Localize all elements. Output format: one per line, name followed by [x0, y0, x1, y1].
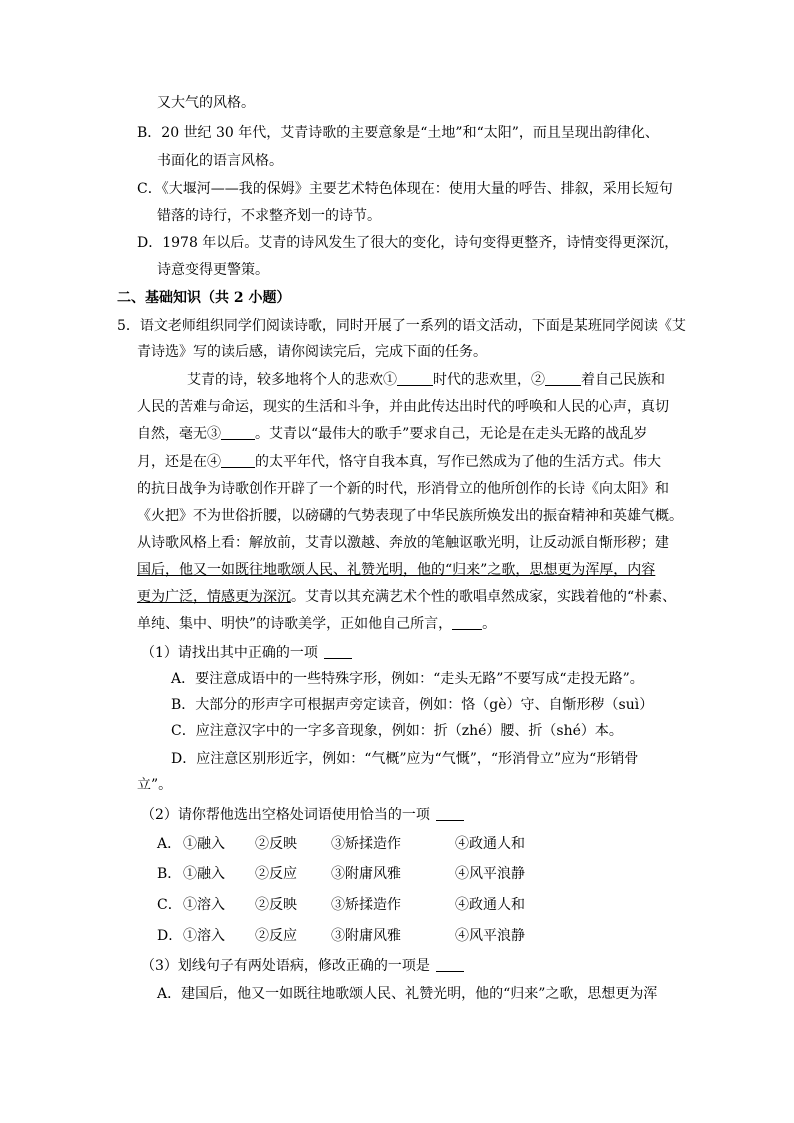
blank-5[interactable]	[452, 615, 482, 630]
q4-option-c-line2: 错落的诗行，不求整齐划一的诗节。	[157, 208, 381, 224]
option-word-2: ②反应	[255, 866, 297, 882]
blank-1[interactable]	[397, 371, 433, 386]
passage-line4	[137, 452, 661, 472]
passage-line3	[137, 424, 647, 444]
option-label: A．	[157, 836, 182, 852]
passage-text: 时代的悲欢里，②	[433, 372, 545, 388]
sub1-option-d-line1: D．应注意区别形近字，例如：“气概”应为“气慨”，“形消骨立”应为“形销骨	[171, 751, 639, 767]
section-title: 二、基础知识（共 2 小题）	[117, 290, 291, 306]
option-word-1: ①溶入	[183, 897, 225, 913]
passage-line5: 的抗日战争为诗歌创作开辟了一个新的时代，形消骨立的他所创作的长诗《向太阳》和	[137, 481, 669, 497]
answer-blank[interactable]	[436, 806, 464, 821]
passage-line1	[187, 370, 665, 390]
passage-text: 。艾青以“最伟大的歌手”要求自己，无论是在走头无路的战乱岁	[255, 426, 648, 442]
sub1-stem	[141, 643, 352, 663]
underlined-sentence-end: 更为广泛，情感更为深沉	[137, 589, 291, 605]
blank-4[interactable]	[221, 453, 255, 468]
option-word-3: ③矫揉造作	[331, 836, 401, 852]
sub2-stem	[141, 805, 464, 825]
sub1-option-b: B．大部分的形声字可根据声旁定读音，例如：恪（gè）守、自惭形秽（suì）	[171, 697, 654, 713]
answer-blank[interactable]	[324, 644, 352, 659]
sub3-option-a-line1: A．建国后，他又一如既往地歌颂人民、礼赞光明，他的“归来”之歌，思想更为浑	[157, 986, 658, 1002]
option-word-4: ④政通人和	[455, 836, 525, 852]
option-word-1: ①融入	[183, 836, 225, 852]
passage-text: 。	[482, 616, 497, 632]
sub3-stem	[141, 956, 464, 976]
option-label: D．	[157, 928, 183, 944]
passage-text: 着自己民族和	[581, 372, 665, 388]
q4-tail-line: 又大气的风格。	[157, 95, 255, 111]
sub3-stem-text: （3）划线句子有两处语病，修改正确的一项是	[141, 958, 430, 974]
passage-line6: 《火把》不为世俗折腰，以磅礴的气势表现了中华民族所焕发出的振奋精神和英雄气概。	[137, 508, 683, 524]
sub2-stem-text: （2）请你帮他选出空格处词语使用恰当的一项	[141, 807, 430, 823]
sub1-option-a: A．要注意成语中的一些特殊字形，例如：“走头无路”不要写成“走投无路”。	[171, 671, 644, 687]
option-word-4: ④风平浪静	[455, 866, 525, 882]
passage-text: 。艾青以其充满艺术个性的歌唱卓然成家，实践着他的“朴素、	[291, 589, 677, 605]
option-word-2: ②反应	[255, 928, 297, 944]
option-word-1: ①溶入	[183, 928, 225, 944]
sub1-option-c: C．应注意汉字中的一字多音现象，例如：折（zhé）腰、折（shé）本。	[171, 723, 623, 739]
q4-option-b-line2: 书面化的语言风格。	[157, 153, 283, 169]
option-word-2: ②反映	[255, 897, 297, 913]
q5-intro-line2: 青诗选》写的读后感，请你阅读完后，完成下面的任务。	[137, 344, 487, 360]
q4-option-c-line1: C．《大堰河——我的保姆》主要艺术特色体现在：使用大量的呼告、排叙，采用长短句	[137, 181, 673, 197]
q4-option-d-line1: D．1978 年以后。艾青的诗风发生了很大的变化，诗句变得更整齐，诗情变得更深沉，	[137, 235, 679, 251]
option-label: C．	[157, 897, 182, 913]
option-word-1: ①融入	[183, 866, 225, 882]
q5-intro-line1: 5．语文老师组织同学们阅读诗歌，同时开展了一系列的语文活动，下面是某班同学阅读《艾	[117, 318, 686, 334]
passage-line10	[137, 614, 496, 634]
passage-line8-underlined: 国后，他又一如既往地歌颂人民、礼赞光明，他的“归来”之歌，思想更为浑厚，内容	[137, 562, 656, 578]
answer-blank[interactable]	[436, 957, 464, 972]
sub1-option-d-line2: 立”。	[137, 777, 173, 793]
passage-text: 艾青的诗，较多地将个人的悲欢①	[187, 372, 397, 388]
option-word-3: ③附庸风雅	[331, 866, 401, 882]
sub1-stem-text: （1）请找出其中正确的一项	[141, 645, 318, 661]
option-word-2: ②反映	[255, 836, 297, 852]
passage-text: 自然，毫无③	[137, 426, 221, 442]
passage-line9	[137, 587, 676, 607]
blank-2[interactable]	[545, 371, 581, 386]
option-word-4: ④政通人和	[455, 897, 525, 913]
passage-line2: 人民的苦难与命运，现实的生活和斗争，并由此传达出时代的呼唤和人民的心声，真切	[137, 399, 669, 415]
option-word-3: ③附庸风雅	[331, 928, 401, 944]
passage-text: 月，还是在④	[137, 454, 221, 470]
option-word-4: ④风平浪静	[455, 928, 525, 944]
q4-option-b-line1: B．20 世纪 30 年代，艾青诗歌的主要意象是“土地”和“太阳”，而且呈现出韵律化、	[137, 125, 659, 141]
option-label: B．	[157, 866, 182, 882]
passage-text: 的太平年代，恪守自我本真，写作已然成为了他的生活方式。伟大	[255, 454, 661, 470]
q4-option-d-line2: 诗意变得更警策。	[157, 262, 269, 278]
blank-3[interactable]	[221, 425, 255, 440]
option-word-3: ③矫揉造作	[331, 897, 401, 913]
passage-line7: 从诗歌风格上看：解放前，艾青以激越、奔放的笔触讴歌光明，让反动派自惭形秽；建	[137, 535, 669, 551]
passage-text: 单纯、集中、明快”的诗歌美学，正如他自己所言，	[137, 616, 453, 632]
